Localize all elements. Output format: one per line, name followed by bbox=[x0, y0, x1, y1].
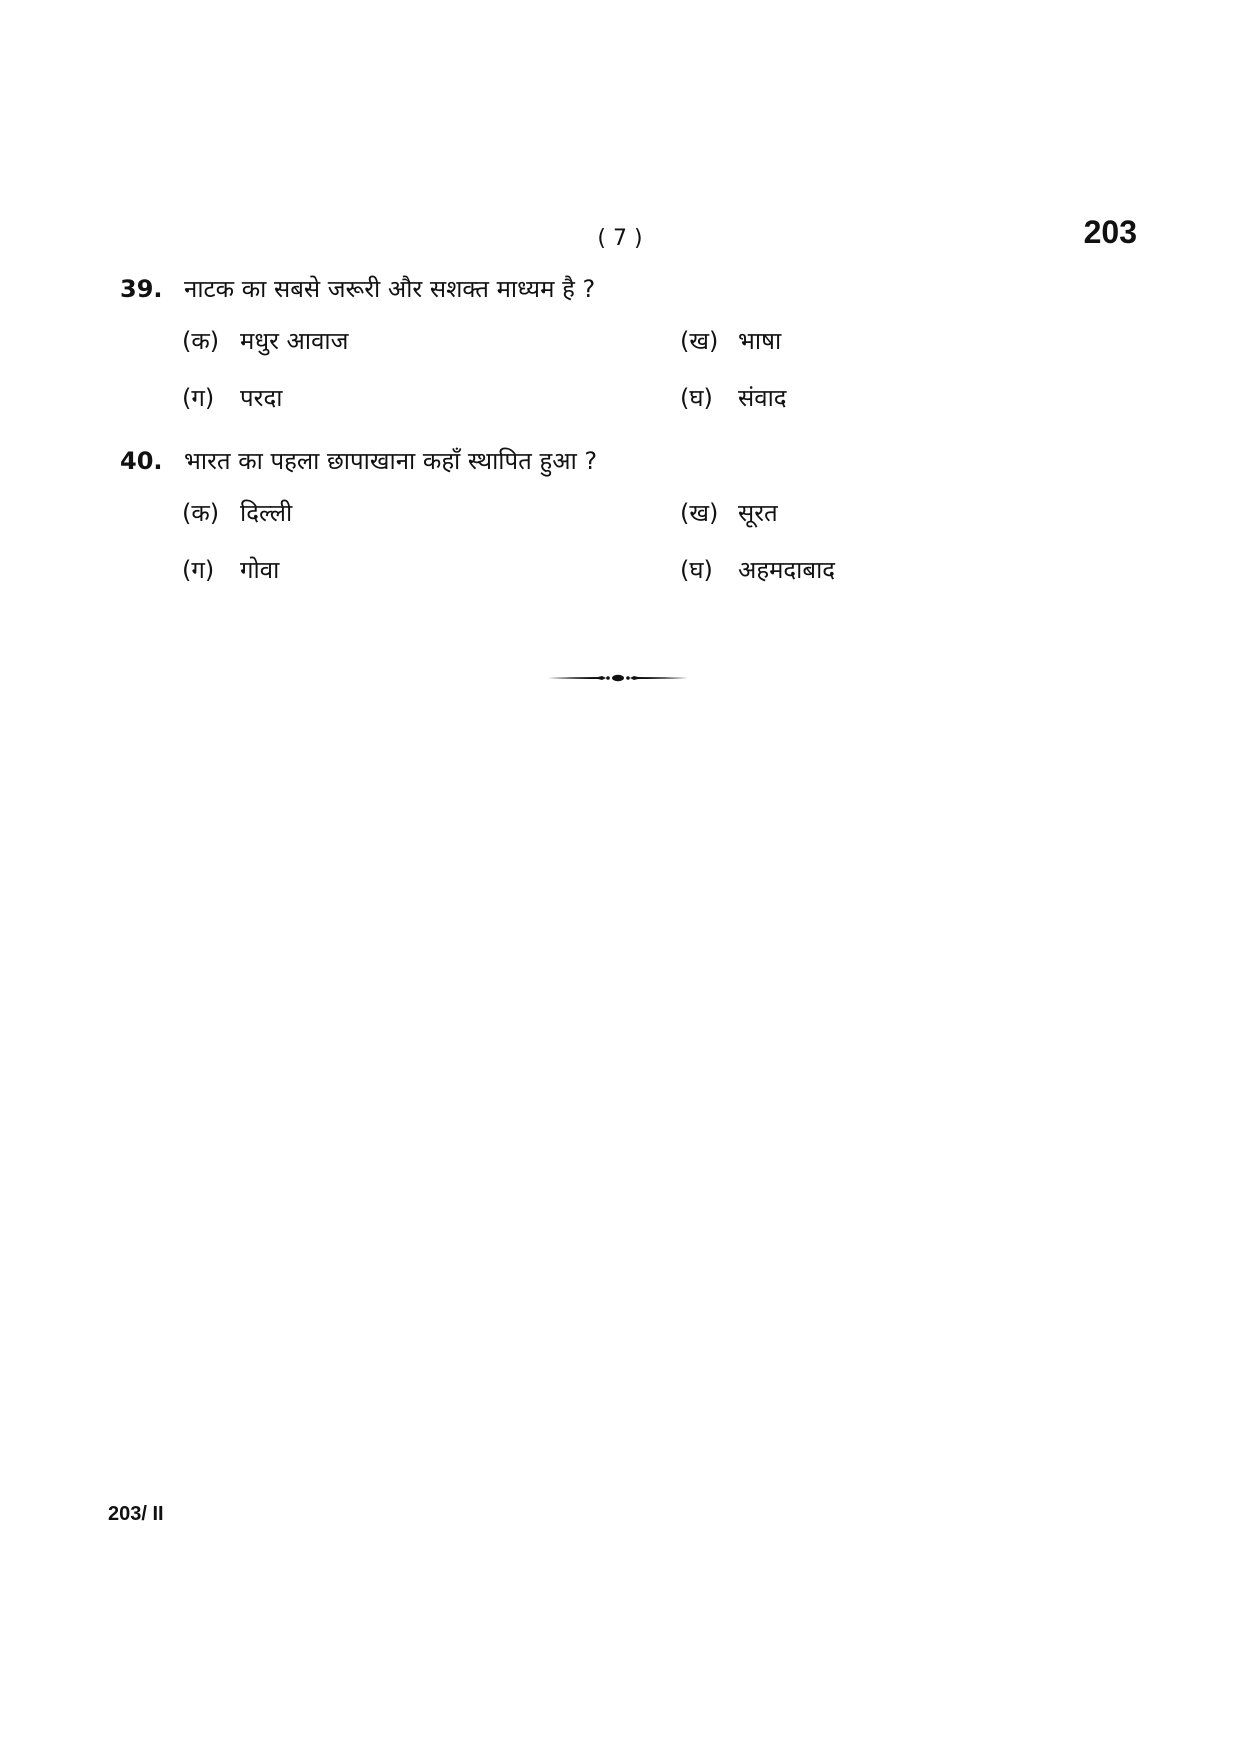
question-40 bbox=[120, 444, 1120, 598]
option-row bbox=[182, 369, 1120, 426]
page-number: ( 7 ) bbox=[597, 226, 643, 251]
question-text: नाटक का सबसे जरूरी और सशक्त माध्यम है ? bbox=[184, 275, 596, 303]
option-text: सूरत bbox=[738, 499, 778, 527]
option-text: मधुर आवाज bbox=[240, 327, 349, 355]
option-label: (घ) bbox=[680, 384, 713, 412]
footer-code: 203/ II bbox=[108, 1503, 164, 1525]
option-row bbox=[182, 541, 1120, 598]
paper-code: 203 bbox=[1083, 214, 1137, 250]
option-kha bbox=[680, 324, 781, 357]
option-label: (ख) bbox=[680, 499, 719, 527]
option-ga bbox=[182, 553, 680, 586]
question-header bbox=[120, 272, 1120, 312]
option-kha bbox=[680, 496, 778, 529]
option-ka bbox=[182, 496, 680, 529]
question-text: भारत का पहला छापाखाना कहाँ स्थापित हुआ ? bbox=[184, 447, 598, 475]
option-gha bbox=[680, 381, 787, 414]
option-row bbox=[182, 484, 1120, 541]
option-ga bbox=[182, 381, 680, 414]
question-39 bbox=[120, 272, 1120, 426]
question-number: 39. bbox=[120, 275, 163, 303]
option-label: (क) bbox=[182, 499, 220, 527]
option-label: (ग) bbox=[182, 556, 215, 584]
option-text: संवाद bbox=[738, 384, 787, 412]
question-header bbox=[120, 444, 1120, 484]
question-number: 40. bbox=[120, 447, 163, 475]
option-text: परदा bbox=[240, 384, 283, 412]
option-label: (ग) bbox=[182, 384, 215, 412]
option-row bbox=[182, 312, 1120, 369]
option-gha bbox=[680, 553, 835, 586]
end-ornament bbox=[546, 672, 690, 684]
option-label: (क) bbox=[182, 327, 220, 355]
option-text: दिल्ली bbox=[240, 499, 293, 527]
option-text: भाषा bbox=[738, 327, 782, 355]
option-label: (घ) bbox=[680, 556, 713, 584]
option-label: (ख) bbox=[680, 327, 719, 355]
option-text: अहमदाबाद bbox=[738, 556, 836, 584]
option-text: गोवा bbox=[240, 556, 280, 584]
option-ka bbox=[182, 324, 680, 357]
